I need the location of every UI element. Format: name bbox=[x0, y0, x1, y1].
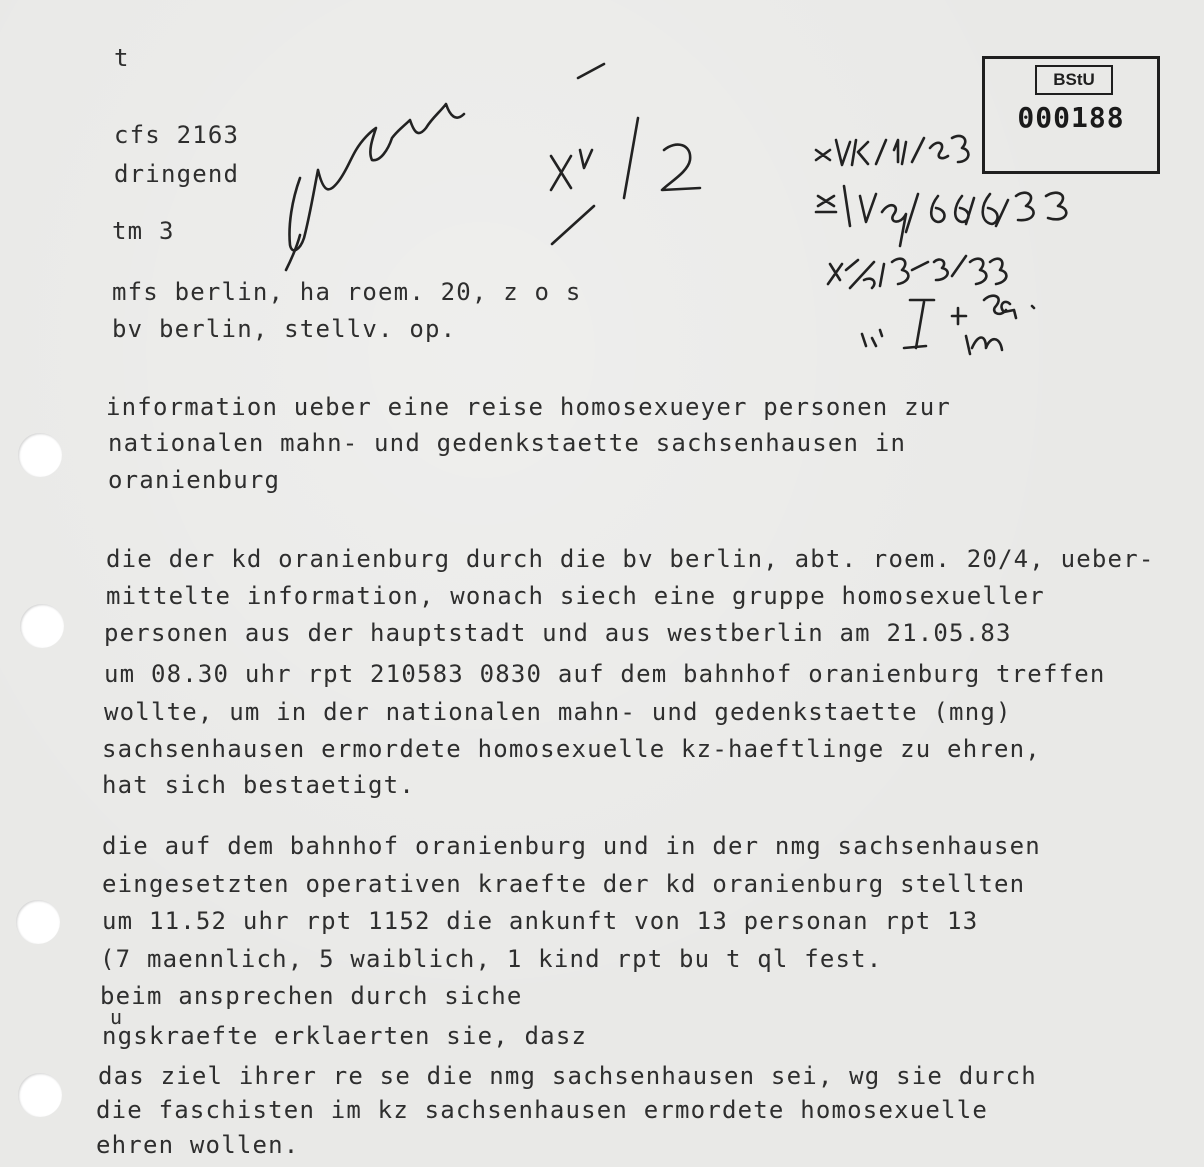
body-line: sachsenhausen ermordete homosexuelle kz-haeftlinge zu ehren, bbox=[102, 735, 1041, 763]
subject-line: information ueber eine reise homosexueyer personen zur bbox=[106, 393, 952, 421]
tm-code: tm 3 bbox=[112, 217, 175, 245]
body-line: personen aus der hauptstadt und aus westberlin am 21.05.83 bbox=[104, 619, 1012, 647]
handwritten-signature bbox=[289, 104, 464, 250]
body-line: die der kd oranienburg durch die bv berlin, abt. roem. 20/4, ueber- bbox=[106, 545, 1155, 573]
stamp-org-label: BStU bbox=[1035, 65, 1113, 95]
handwritten-initials bbox=[862, 296, 1034, 354]
recipient-1: mfs berlin, ha roem. 20, z o s bbox=[112, 278, 582, 306]
body-line: um 08.30 uhr rpt 210583 0830 auf dem bahnhof oranienburg treffen bbox=[104, 660, 1106, 688]
body-line: um 11.52 uhr rpt 1152 die ankunft von 13 personan rpt 13 bbox=[102, 907, 979, 935]
handwritten-ref-3 bbox=[828, 256, 1006, 288]
stamp-page-number: 000188 bbox=[1017, 101, 1125, 134]
body-line: wollte, um in der nationalen mahn- und gedenkstaette (mng) bbox=[104, 698, 1012, 726]
body-line: ehren wollen. bbox=[96, 1131, 300, 1159]
body-line: beim ansprechen durch siche bbox=[100, 982, 523, 1010]
body-line: u bbox=[110, 1005, 124, 1029]
body-line: ngskraefte erklaerten sie, dasz bbox=[102, 1022, 588, 1050]
subject-line: nationalen mahn- und gedenkstaette sachsenhausen in bbox=[108, 429, 907, 457]
handwritten-ref-2 bbox=[816, 186, 1066, 246]
body-line: (7 maennlich, 5 waiblich, 1 kind rpt bu t ql fest. bbox=[100, 945, 883, 973]
handwritten-ref-1 bbox=[816, 136, 968, 165]
cfs-number: cfs 2163 bbox=[114, 121, 240, 149]
body-line: die faschisten im kz sachsenhausen ermordete homosexuelle bbox=[96, 1096, 989, 1124]
t-mark: t bbox=[114, 44, 130, 72]
recipient-2: bv berlin, stellv. op. bbox=[112, 315, 457, 343]
priority: dringend bbox=[114, 160, 240, 188]
subject-line: oranienburg bbox=[108, 466, 281, 494]
body-line: eingesetzten operativen kraefte der kd oranienburg stellten bbox=[102, 870, 1026, 898]
handwritten-center-mark bbox=[551, 64, 700, 244]
body-line: mittelte information, wonach siech eine gruppe homosexueller bbox=[106, 582, 1045, 610]
body-line: die auf dem bahnhof oranienburg und in der nmg sachsenhausen bbox=[102, 832, 1041, 860]
body-line: das ziel ihrer re se die nmg sachsenhausen sei, wg sie durch bbox=[98, 1062, 1037, 1090]
body-line: hat sich bestaetigt. bbox=[102, 771, 415, 799]
